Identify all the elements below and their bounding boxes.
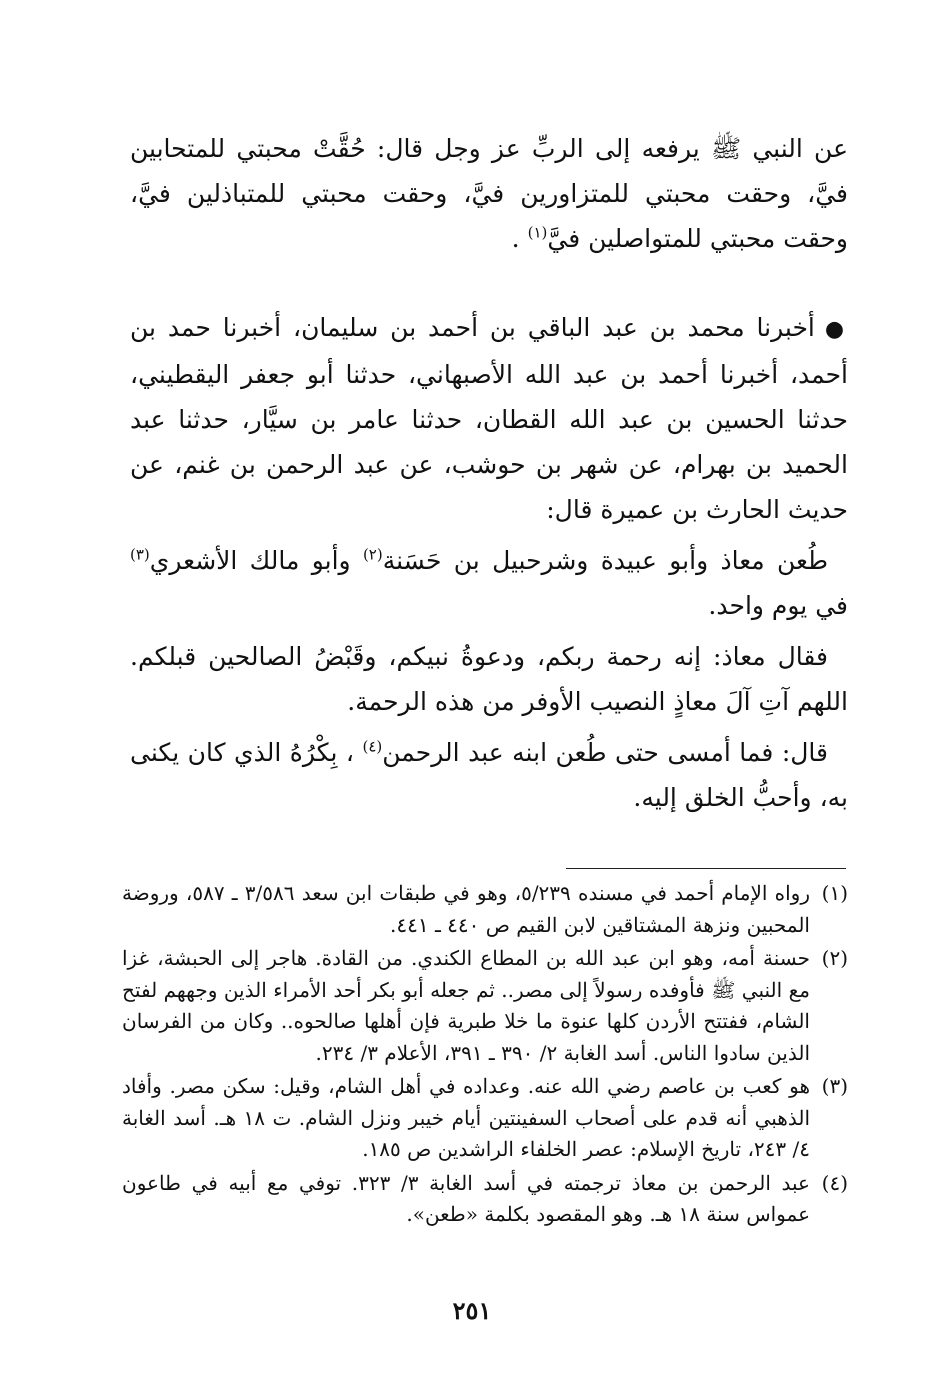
narration-paragraph-1: [130, 538, 848, 628]
footnote-text: حسنة أمه، وهو ابن عبد الله بن المطاع الكندي. من القادة. هاجر إلى الحبشة، غزا مع النبي ﷺ فأوفده رسولاً إلى مصر.. ثم جعله أبو بكر أحد الأمراء الذين وجههم لفتح الشام، ففتتح الأردن كلها عنوة ما خلا طبرية فإن أهلها صالحوه.. وكان من الفرسان الذين سادوا الناس. أسد الغابة ٢/ ٣٩٠ ـ ٣٩١، الأعلام ٣/ ٢٣٤.: [122, 946, 810, 1065]
narration-1-part-c: في يوم واحد.: [708, 591, 848, 620]
narration-paragraph-3: [130, 730, 848, 820]
hadith-intro-paragraph: [130, 126, 848, 261]
hadith-intro-end: .: [511, 224, 528, 253]
footnote-ref-1: (١): [527, 223, 548, 242]
footnote-number: (٤): [821, 1170, 848, 1195]
footnote-number: (١): [821, 881, 848, 905]
narration-3-part-b: ، بِكْرُهُ الذي كان يكنى به، وأحبُّ الخلق إليه.: [130, 738, 848, 812]
footnote-3: [122, 1071, 848, 1166]
narration-1-part-b: وأبو مالك الأشعري: [149, 546, 363, 575]
footnote-2: [122, 943, 848, 1069]
page-number: ٢٥١: [452, 1296, 492, 1325]
hadith-intro-text: عن النبي ﷺ يرفعه إلى الربِّ عز وجل قال: حُقَّتْ محبتي للمتحابين فيَّ، وحقت محبتي للمتزاورين فيَّ، وحقت محبتي للمتباذلين فيَّ، وحقت محبتي للمتواصلين فيَّ: [130, 134, 848, 253]
footnote-text: رواه الإمام أحمد في مسنده ٥/٢٣٩، وهو في طبقات ابن سعد ٣/٥٨٦ ـ ٥٨٧، وروضة المحبين ونزهة المشتاقين لابن القيم ص ٤٤٠ ـ ٤٤١.: [122, 881, 810, 937]
footnote-4: [122, 1168, 848, 1231]
footnote-text: هو كعب بن عاصم رضي الله عنه. وعداده في أهل الشام، وقيل: سكن مصر. وأفاد الذهبي أنه قدم على أصحاب السفينتين أيام خيبر ونزل الشام. ت ١٨ هـ. أسد الغابة ٤/ ٢٤٣، تاريخ الإسلام: عصر الخلفاء الراشدين ص ١٨٥.: [122, 1074, 810, 1161]
narration-3-part-a: قال: فما أمسى حتى طُعن ابنه عبد الرحمن: [382, 738, 828, 767]
footnote-number: (٢): [821, 946, 848, 970]
main-text: [130, 126, 848, 826]
footnotes-section: [122, 878, 848, 1233]
bullet-icon: ●: [824, 317, 848, 342]
footnote-ref-4: (٤): [362, 737, 383, 756]
footnote-divider: [566, 868, 846, 869]
isnad-paragraph: [130, 305, 848, 532]
narration-paragraph-2: فقال معاذ: إنه رحمة ربكم، ودعوةُ نبيكم، وقَبْضُ الصالحين قبلكم. اللهم آتِ آلَ معاذٍ النصيب الأوفر من هذه الرحمة.: [130, 642, 848, 716]
isnad-text: أخبرنا محمد بن عبد الباقي بن أحمد بن سليمان، أخبرنا حمد بن أحمد، أخبرنا أحمد بن عبد الله الأصبهاني، حدثنا أبو جعفر اليقطيني، حدثنا الحسين بن عبد الله القطان، حدثنا عامر بن سيَّار، حدثنا عبد الحميد بن بهرام، عن شهر بن حوشب، عن عبد الرحمن بن غنم، عن حديث الحارث بن عميرة قال:: [130, 313, 848, 524]
footnote-text: عبد الرحمن بن معاذ ترجمته في أسد الغابة ٣/ ٣٢٣. توفي مع أبيه في طاعون عمواس سنة ١٨ هـ. وهو المقصود بكلمة «طعن».: [122, 1170, 810, 1226]
footnote-1: [122, 878, 848, 941]
narration-1-part-a: طُعن معاذ وأبو عبيدة وشرحبيل بن حَسَنة: [382, 546, 828, 575]
footnote-number: (٣): [821, 1074, 848, 1098]
footnote-ref-2: (٢): [362, 545, 383, 564]
footnote-ref-3: (٣): [130, 545, 150, 564]
